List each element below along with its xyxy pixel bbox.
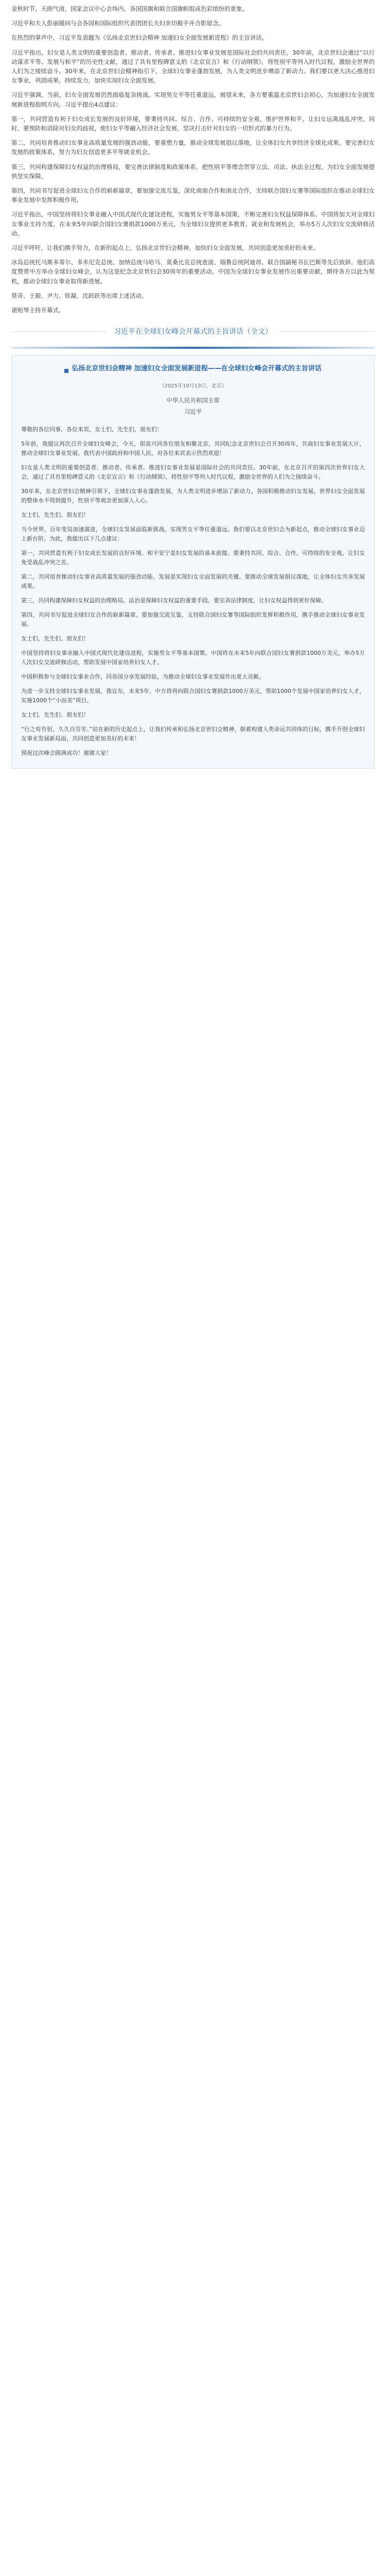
speech-paragraph: 第四，共同书写促进全球妇女合作的崭新篇章。要加强交流互鉴，支持联合国妇女署等国际组织发挥积极作用，携手推动全球妇女事业发展。 xyxy=(21,612,365,628)
full-text-heading: 习近平在全球妇女峰会开幕式的主旨讲话（全文） xyxy=(107,326,279,336)
intro-paragraph: 冰岛总统托马斯多蒂尔、多米尼克总统、加纳总统马哈马、莫桑比克总统查波、瑙鲁总统阿迪昂、联合国副秘书长巴斯等先后致辞。他们高度赞赏中方举办全球妇女峰会，认为这是纪念北京世妇会30周年的重要活动。中国为全球妇女事业发展作出重要贡献，期待各方以此为契机，推动全球妇女事业取得新进展。 xyxy=(11,259,375,285)
speech-paragraph: 中国坚持将妇女事业融入中国式现代化建设进程，实施男女平等基本国策。中国将在未来5年向联合国妇女署捐款1000万美元，举办5万人次妇女交流研修活动，帮助发展中国家培养妇女人才。 xyxy=(21,650,365,666)
section-divider xyxy=(11,326,375,336)
intro-paragraph: 习近平和夫人彭丽媛同与会各国和国际组织代表团团长夫妇亲切握手并合影留念。 xyxy=(11,20,224,27)
speech-paragraph: 中国积极参与全球妇女事业合作，同各国分享发展经验，为推动全球妇女事业发展作出更大贡献。 xyxy=(21,673,265,681)
speech-paragraph: “行之苟有恒，久久自芬芳。”站在新的历史起点上，让我们传承和弘扬北京世妇会精神，朝着构建人类命运共同体的目标，携手开创全球妇女事业发展新局面，共同创造更加美好的未来！ xyxy=(21,726,365,742)
speech-paragraph: 30年来，在北京世妇会精神引领下，全球妇女事业蓬勃发展，为人类文明进步增添了新动力。各国积极推动妇女发展，世界妇女全面发展的整体水平得到提升，性别平等观念更加深入人心。 xyxy=(21,488,365,504)
intro-paragraph: 谌贻琴主持开幕式。 xyxy=(11,307,65,314)
intro-paragraph: 金秋时节，天朗气清，国家会议中心会场内，各国国旗和联合国旗帜组成色彩缤纷的景象。 xyxy=(11,5,248,12)
speech-paragraph: 5年前，我提议再次召开全球妇女峰会，今天，很高兴同各位朋友相聚北京，共同纪念北京世妇会召开30周年，共商妇女事业发展大计，推动全球妇女事业发展。我代表中国政府和中国人民，对各位来宾表示热烈欢迎！ xyxy=(21,440,365,457)
speech-paragraph: 为进一步支持全球妇女事业发展，我宣布，未来5年，中方将再向联合国妇女署捐款1000万美元，帮助1000个发展中国家培养妇女人才，实施1000个“小而美”项目。 xyxy=(21,688,365,704)
article-page xyxy=(0,4,386,769)
speech-paragraph: 当今世界，百年变局加速演进，全球妇女发展面临新挑战。实现男女平等任重道远。我们要以北京世妇会为新起点，推动全球妇女事业迈上新台阶。为此，我提出以下几点建议： xyxy=(21,526,365,543)
speech-paragraph: 女士们、先生们、朋友们！ xyxy=(21,512,89,519)
speech-paragraph: 第一，共同营造有利于妇女成长发展的良好环境。和平安宁是妇女发展的基本前提。要秉持共同、综合、合作、可持续的安全观，让妇女免受战乱冲突之苦。 xyxy=(21,550,365,566)
speech-date: （2025年10月13日，北京） xyxy=(159,383,227,389)
intro-paragraph: 习近平指出，妇女是人类文明的重要创造者、推动者、传承者。推进妇女事业发展是国际社会的共同责任。30年前，北京世妇会通过“以行动谋求平等、发展与和平”的历史性文献，通过了具有里程碑意义的《北京宣言》和《行动纲领》，将性别平等列入时代议程，激励全世界的人们为之接续奋斗。30年来，在北京世妇会精神指引下，全球妇女事业蓬勃发展，为人类文明进步增添了新动力。我们要以更大决心推进妇女事业，巩固成果、持续发力，加快实现妇女全面发展。 xyxy=(11,48,375,84)
bullet-square-icon xyxy=(64,369,68,373)
intro-paragraph: 习近平强调，当前，妇女全面发展仍然面临复杂挑战。实现男女平等任重道远，展望未来，各方要重温北京世妇会初心，为加速妇女全面发展新进程指明方向。习近平提出4点建议： xyxy=(11,91,375,108)
intro-paragraph: 第一，共同营造有利于妇女成长发展的良好环境，要秉持共同、综合、合作、可持续的安全观，维护世界和平，让妇女远离战乱冲突。同时，要预防和消除对妇女的歧视，使妇女平等融入经济社会发展，坚决打击针对妇女的一切形式的暴力行为。 xyxy=(11,115,375,132)
speech-paragraph: 第二，共同培育推动妇女事业高质量发展的强劲动能。发展是实现妇女全面发展的关键。要推动全球发展倡议落地，让全体妇女共享发展成果。 xyxy=(21,573,365,590)
speech-title: 弘扬北京世妇会精神 加速妇女全面发展新进程——在全球妇女峰会开幕式的主旨讲话 xyxy=(72,365,322,373)
speech-paragraph: 女士们、先生们、朋友们！ xyxy=(21,635,89,642)
intro-paragraph: 在热烈的掌声中，习近平发表题为《弘扬北京世妇会精神 加速妇女全面发展新进程》的主旨讲话。 xyxy=(11,34,268,42)
speech-title-row xyxy=(21,364,365,378)
speech-paragraph: 妇女是人类文明的重要创造者、推动者、传承者。推进妇女事业发展是国际社会的共同责任。30年前，在北京召开的第四次世界妇女大会，通过了具有里程碑意义的《北京宣言》和《行动纲领》，将性别平等列入时代议程，激励全世界的人们为之接续奋斗。 xyxy=(21,464,365,481)
speaker-name: 习近平 xyxy=(184,408,202,416)
speech-paragraph: 第三，共同构建保障妇女权益的治理格局。法治是保障妇女权益的重要手段。要完善法律制度，让妇女权益得到更好保障。 xyxy=(21,597,327,604)
speech-card xyxy=(11,355,375,769)
intro-section xyxy=(11,4,375,315)
speech-paragraph: 预祝这次峰会圆满成功！谢谢大家！ xyxy=(21,750,112,757)
speaker-title: 中华人民共和国主席 xyxy=(166,397,220,404)
speech-paragraph: 女士们、先生们、朋友们！ xyxy=(21,711,89,719)
intro-paragraph: 第二，共同培育推动妇女事业高质量发展的强劲动能，要重塑力量，推动全球发展倡议落地，让全体妇女共享经济全球化成果。要完善妇女发展的政策体系，努力为妇女创造更多平等就业机会。 xyxy=(11,139,375,156)
speech-greeting: 尊敬的各位同事、各位来宾，女士们，先生们，朋友们： xyxy=(21,426,163,433)
intro-paragraph: 习近平呼吁，让我们携手努力，在新的起点上，弘扬北京世妇会精神，加快妇女全面发展，共同创造更加美好的未来。 xyxy=(11,244,319,252)
intro-paragraph: 第四，共同书写促进全球妇女合作的崭新篇章，要加强交流互鉴，深化南南合作和南北合作，支持联合国妇女署等国际组织在推动全球妇女事业发展中发挥积极作用。 xyxy=(11,187,375,204)
intro-paragraph: 蔡奇、王毅、尹力、铁凝、沈跃跃等出席上述活动。 xyxy=(11,292,148,299)
intro-paragraph: 习近平指出，中国坚持将妇女事业融入中国式现代化建设进程，实施男女平等基本国策，不断完善妇女权益保障体系。中国将加大对全球妇女事业支持力度，在未来5年向联合国妇女署捐款1000万美元，为全球妇女提供更多教育、就业和发展机会，举办5万人次妇女交流研修活动。 xyxy=(11,211,375,237)
intro-paragraph: 第三，共同构建保障妇女权益的治理格局，要完善法律制度和政策体系，把性别平等理念贯穿立法、司法、执法全过程，为妇女全面发展提供坚实保障。 xyxy=(11,163,375,180)
accent-bar xyxy=(11,347,375,349)
